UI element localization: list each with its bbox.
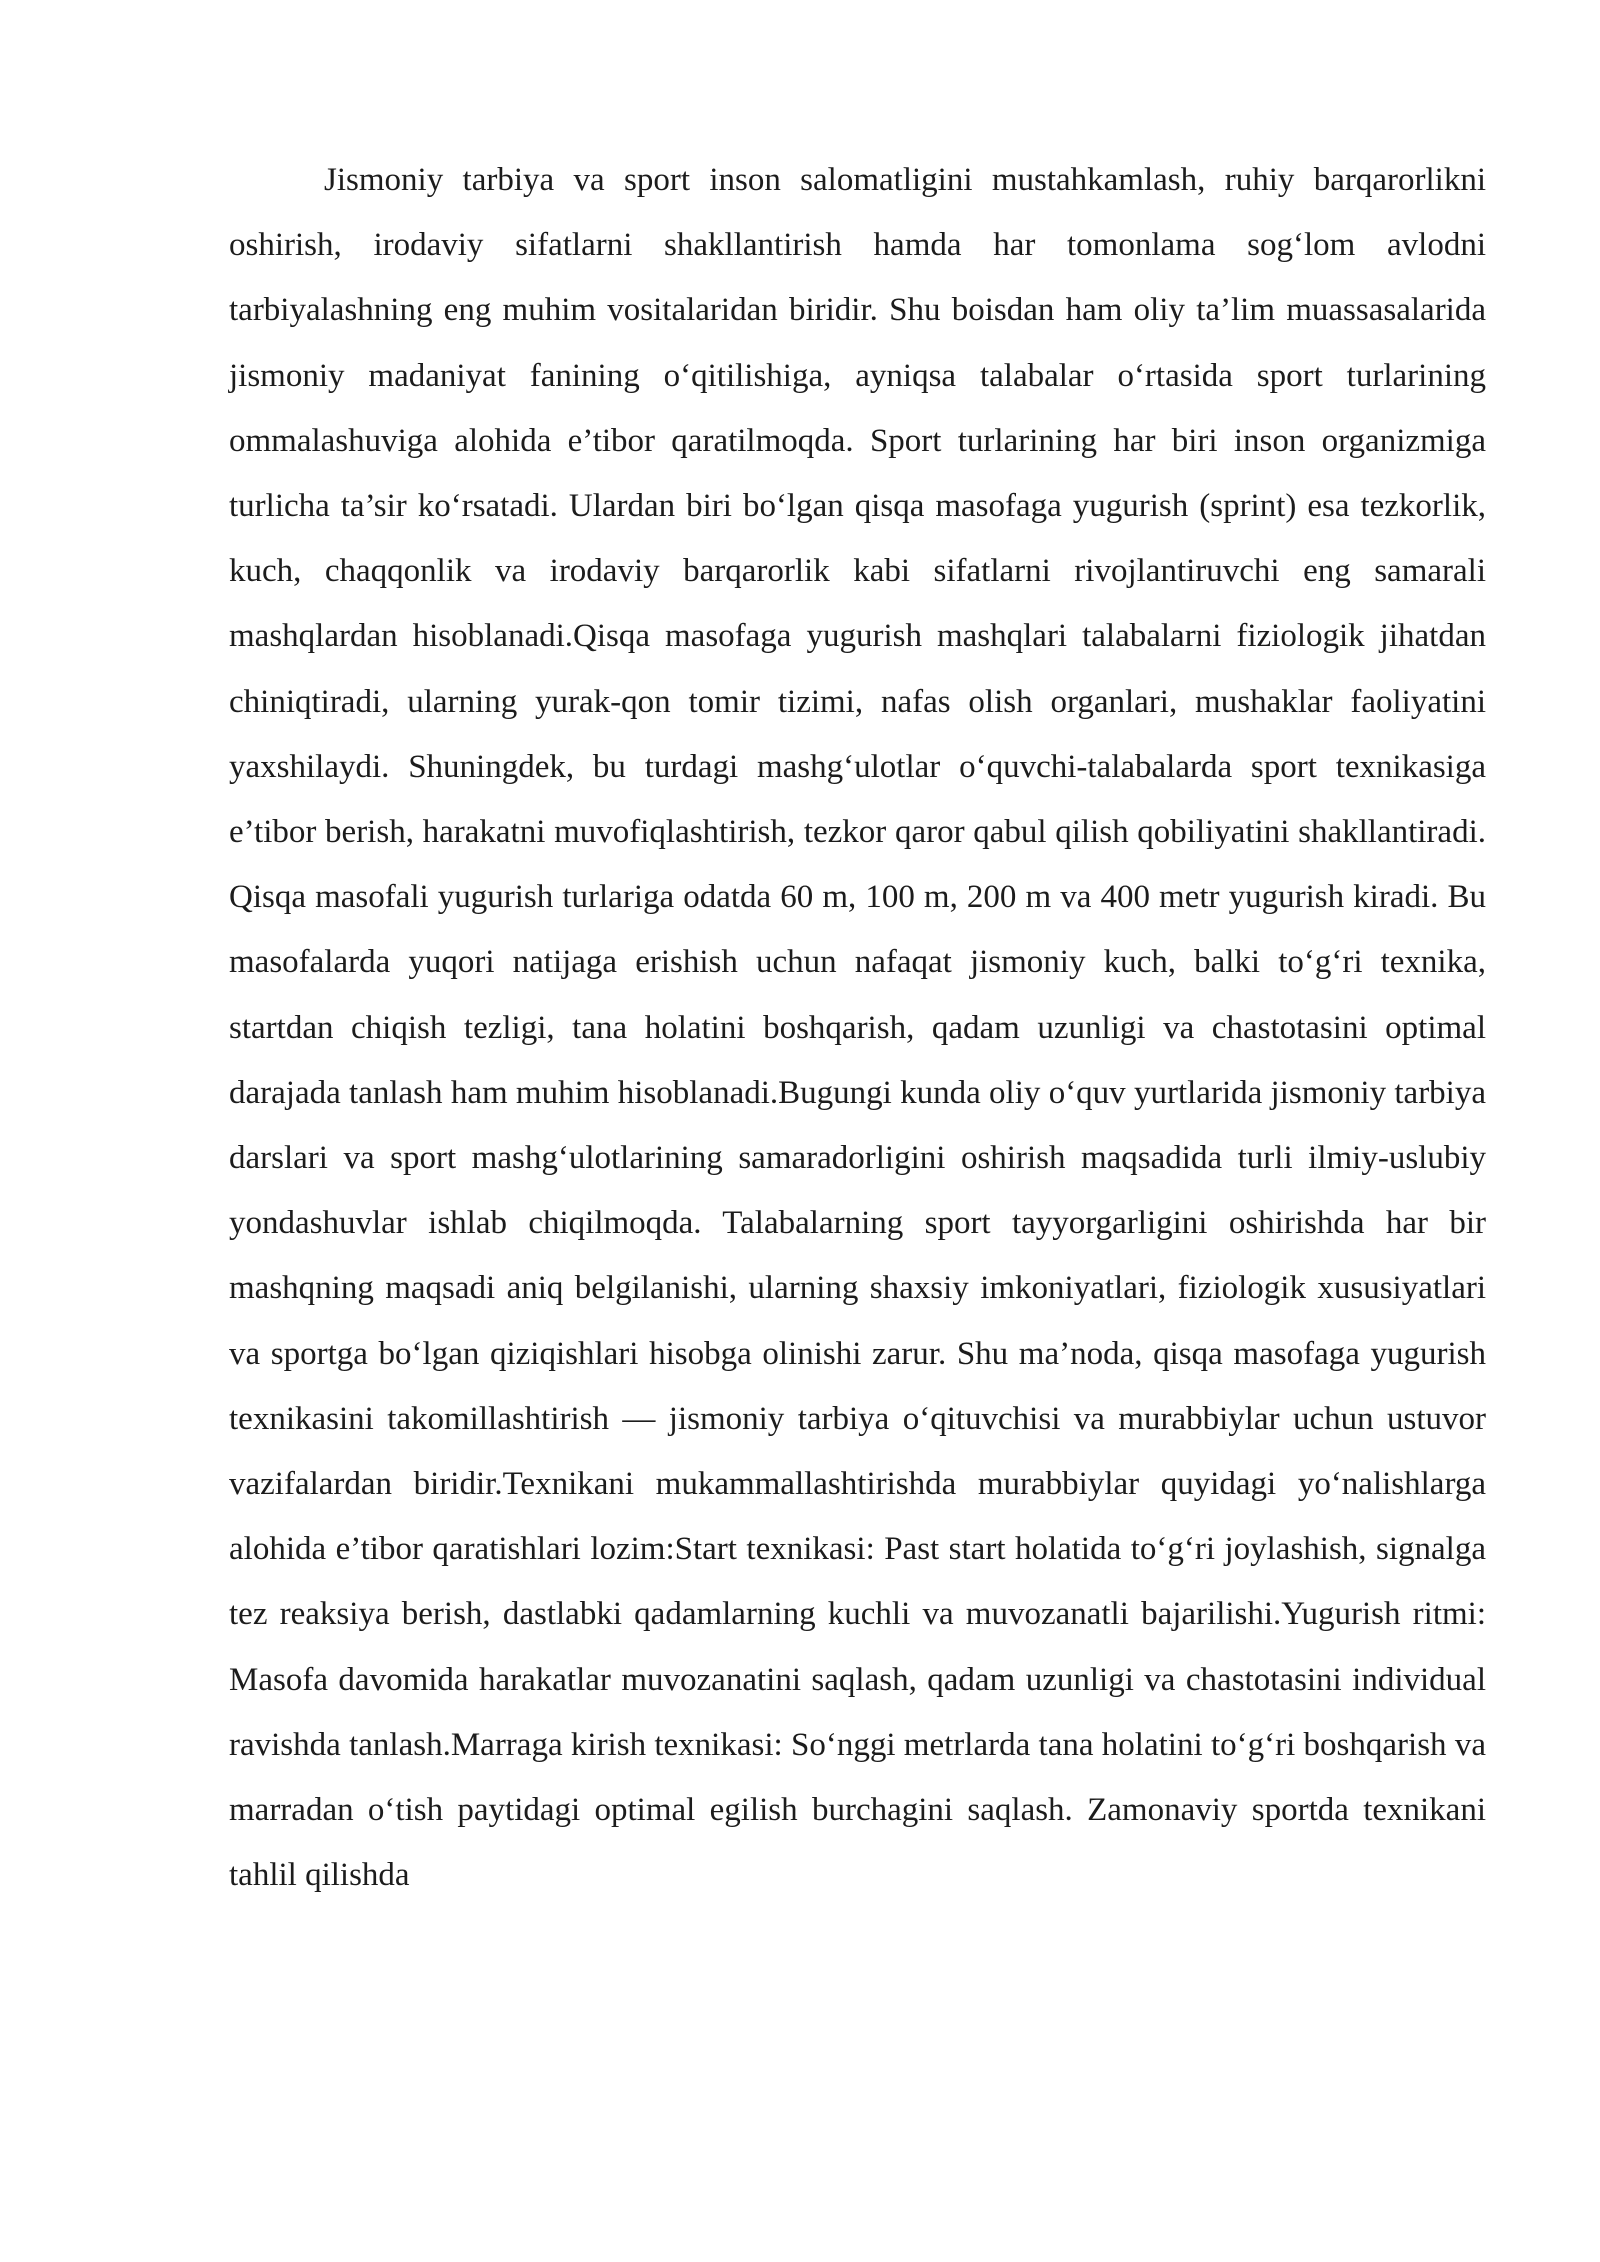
body-paragraph: Jismoniy tarbiya va sport inson salomatligini mustahkamlash, ruhiy barqarorlikni oshirish, irodaviy sifatlarni shakllantirish hamda har tomonlama sog‘lom avlodni tarbiyalashning eng muhim vositalaridan biridir. Shu boisdan ham oliy ta’lim muassasalarida jismoniy madaniyat fanining o‘qitilishiga, ayniqsa talabalar o‘rtasida sport turlarining ommalashuviga alohida e’tibor qaratilmoqda. Sport turlarining har biri inson organizmiga turlicha ta’sir ko‘rsatadi. Ulardan biri bo‘lgan qisqa masofaga yugurish (sprint) esa tezkorlik, kuch, chaqqonlik va irodaviy barqarorlik kabi sifatlarni rivojlantiruvchi eng samarali mashqlardan hisoblanadi.Qisqa masofaga yugurish mashqlari talabalarni fiziologik jihatdan chiniqtiradi, ularning yurak-qon tomir tizimi, nafas olish organlari, mushaklar faoliyatini yaxshilaydi. Shuningdek, bu turdagi mashg‘ulotlar o‘quvchi-talabalarda sport texnikasiga e’tibor berish, harakatni muvofiqlashtirish, tezkor qaror qabul qilish qobiliyatini shakllantiradi. Qisqa masofali yugurish turlariga odatda 60 m, 100 m, 200 m va 400 metr yugurish kiradi. Bu masofalarda yuqori natijaga erishish uchun nafaqat jismoniy kuch, balki to‘g‘ri texnika, startdan chiqish tezligi, tana holatini boshqarish, qadam uzunligi va chastotasini optimal darajada tanlash ham muhim hisoblanadi.Bugungi kunda oliy o‘quv yurtlarida jismoniy tarbiya darslari va sport mashg‘ulotlarining samaradorligini oshirish maqsadida turli ilmiy-uslubiy yondashuvlar ishlab chiqilmoqda. Talabalarning sport tayyorgarligini oshirishda har bir mashqning maqsadi aniq belgilanishi, ularning shaxsiy imkoniyatlari, fiziologik xususiyatlari va sportga bo‘lgan qiziqishlari hisobga olinishi zarur. Shu ma’noda, qisqa masofaga yugurish texnikasini takomillashtirish — jismoniy tarbiya o‘qituvchisi va murabbiylar uchun ustuvor vazifalardan biridir.Texnikani mukammallashtirishda murabbiylar quyidagi yo‘nalishlarga alohida e’tibor qaratishlari lozim:Start texnikasi: Past start holatida to‘g‘ri joylashish, signalga tez reaksiya berish, dastlabki qadamlarning kuchli va muvozanatli bajarilishi.Yugurish ritmi: Masofa davomida harakatlar muvozanatini saqlash, qadam uzunligi va chastotasini individual ravishda tanlash.Marraga kirish texnikasi: So‘nggi metrlarda tana holatini to‘g‘ri boshqarish va marradan o‘tish paytidagi optimal egilish burchagini saqlash. Zamonaviy sportda texnikani tahlil qilishda [229, 162, 1486, 1894]
